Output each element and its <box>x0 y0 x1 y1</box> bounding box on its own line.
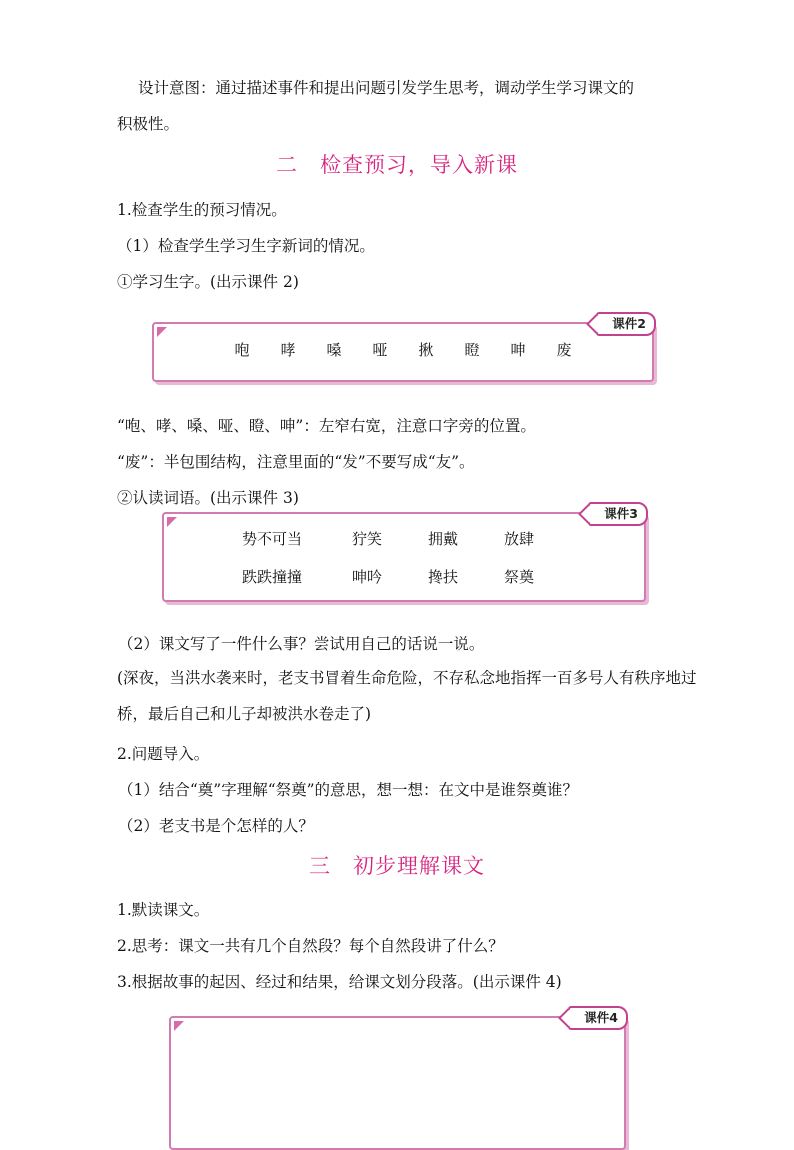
vocabulary-word: 跌跌撞撞 <box>242 568 303 586</box>
vocabulary-word: 祭奠 <box>504 568 535 586</box>
vocabulary-word: 呻吟 <box>352 568 383 586</box>
new-character: 哮 <box>280 341 296 359</box>
new-character: 揪 <box>418 341 434 359</box>
vocabulary-word: 搀扶 <box>428 568 459 586</box>
new-character: 哑 <box>372 341 388 359</box>
section2-heading: 二 检查预习，导入新课 <box>276 153 518 177</box>
vocabulary-word: 狞笑 <box>352 530 383 548</box>
slide-4-box <box>169 1010 626 1150</box>
new-characters-row <box>154 339 652 360</box>
slide-3-tab: 课件3 <box>588 502 648 526</box>
slide-corner-mark <box>174 1021 184 1031</box>
slide-corner-mark <box>167 517 177 527</box>
question-1: （1）结合“奠”字理解“祭奠”的意思，想一想：在文中是谁祭奠谁？ <box>118 781 579 799</box>
design-intent-line1: 设计意图：通过描述事件和提出问题引发学生思考，调动学生学习课文的 <box>138 79 635 97</box>
slide-4-tab: 课件4 <box>568 1006 628 1030</box>
new-character: 瞪 <box>464 341 480 359</box>
new-character: 嗓 <box>326 341 342 359</box>
section3-item2: 2.思考：课文一共有几个自然段？每个自然段讲了什么？ <box>117 937 504 955</box>
new-character: 废 <box>556 341 572 359</box>
character-note-2: “废”：半包围结构，注意里面的“发”不要写成“友”。 <box>117 453 475 471</box>
vocabulary-grid <box>242 528 580 588</box>
new-character: 呻 <box>510 341 526 359</box>
section2-sub1: （1）检查学生学习生字新词的情况。 <box>117 237 375 255</box>
character-note-1: “咆、哮、嗓、哑、瞪、呻”：左窄右宽，注意口字旁的位置。 <box>117 417 536 435</box>
section2-item2: 2.问题导入。 <box>117 745 210 763</box>
section3-heading: 三 初步理解课文 <box>309 854 485 878</box>
section3-item1: 1.默读课文。 <box>117 901 210 919</box>
slide-2-tab: 课件2 <box>596 312 656 336</box>
vocabulary-word: 势不可当 <box>242 530 303 548</box>
section2-item1: 1.检查学生的预习情况。 <box>117 201 287 219</box>
new-character: 咆 <box>234 341 250 359</box>
vocabulary-word: 放肆 <box>504 530 535 548</box>
slide-corner-mark <box>157 327 167 337</box>
section2-step2: ②认读词语。(出示课件 3) <box>117 489 299 507</box>
question-2: （2）老支书是个怎样的人？ <box>118 817 314 835</box>
section3-item3: 3.根据故事的起因、经过和结果，给课文划分段落。(出示课件 4) <box>117 973 562 991</box>
slide-2-box <box>152 316 654 382</box>
section2-step1: ①学习生字。(出示课件 2) <box>117 273 299 291</box>
story-summary-answer: (深夜，当洪水袭来时，老支书冒着生命危险，不存私念地指挥一百多号人有秩序地过桥，最后自己和儿子却被洪水卷走了) <box>117 669 697 723</box>
design-intent-line2: 积极性。 <box>117 115 180 133</box>
section2-sub2: （2）课文写了一件什么事？尝试用自己的话说一说。 <box>118 635 485 653</box>
vocabulary-word: 拥戴 <box>428 530 459 548</box>
slide-3-box <box>162 506 646 602</box>
